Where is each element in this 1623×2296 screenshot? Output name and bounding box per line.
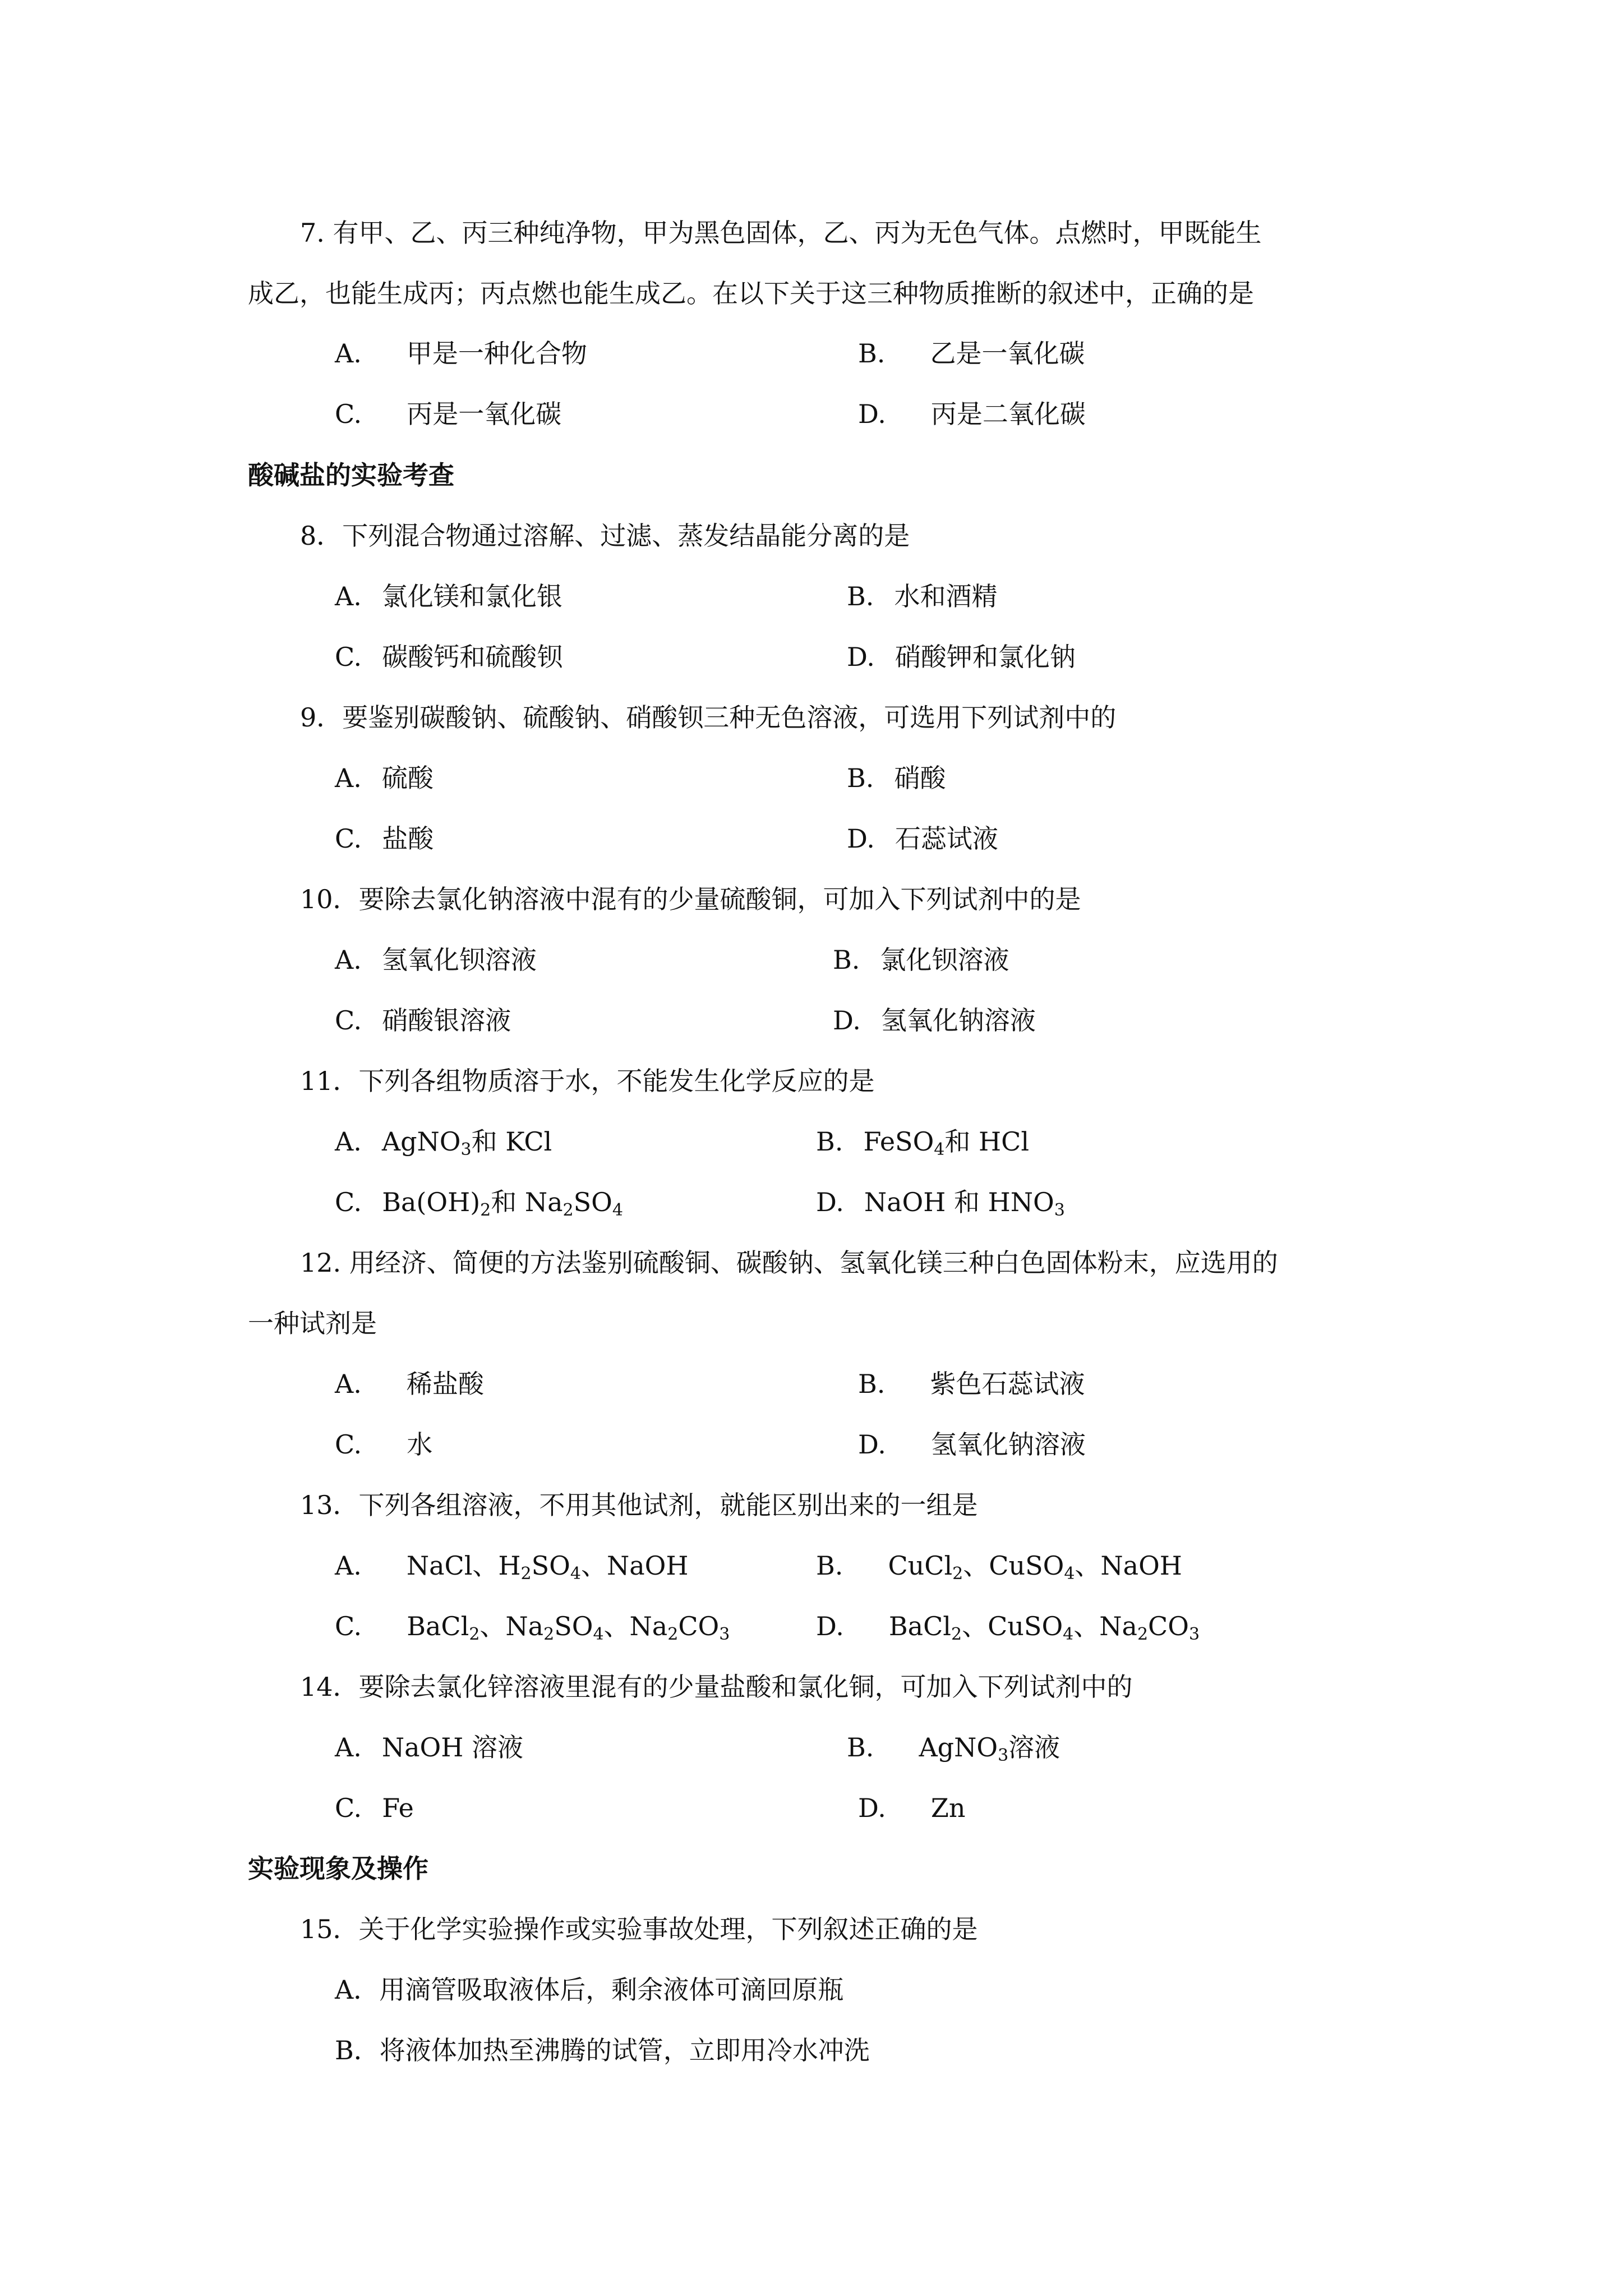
option-text: 甲是一种化合物 — [406, 338, 587, 369]
option-label: D. — [858, 1429, 886, 1460]
question-9-option-c — [335, 822, 434, 855]
option-text: 氯化钡溶液 — [880, 945, 1009, 975]
option-label: A. — [335, 1369, 362, 1399]
question-7-option-b — [858, 337, 1085, 370]
option-text: CuCl$_2$、CuSO$_4$、NaOH — [888, 1550, 1182, 1584]
option-text: 紫色石蕊试液 — [930, 1369, 1085, 1399]
question-7-stem-line-1: 7. 有甲、乙、丙三种纯净物，甲为黑色固体，乙、丙为无色气体。点燃时，甲既能生 — [300, 218, 1262, 248]
option-label: C. — [335, 642, 362, 672]
question-10-stem: 10．要除去氯化钠溶液中混有的少量硫酸铜，可加入下列试剂中的是 — [300, 884, 1081, 914]
option-label: D. — [816, 1611, 844, 1641]
option-text: 丙是一氧化碳 — [407, 399, 562, 429]
question-8-option-c — [335, 640, 562, 674]
section-heading-experiment-phenomena: 实验现象及操作 — [248, 1853, 428, 1884]
question-12-option-b — [858, 1367, 1085, 1401]
question-14-option-d — [858, 1791, 965, 1825]
question-10-option-b — [833, 943, 1009, 977]
option-text: 硫酸 — [381, 763, 434, 793]
option-text: 稀盐酸 — [406, 1369, 484, 1399]
question-14-stem: 14．要除去氯化锌溶液里混有的少量盐酸和氯化铜，可加入下列试剂中的 — [300, 1672, 1133, 1702]
option-label: A. — [335, 1550, 362, 1581]
question-7-stem-line-2: 成乙，也能生成丙；丙点燃也能生成乙。在以下关于这三种物质推断的叙述中，正确的是 — [248, 278, 1254, 309]
option-label: A. — [335, 338, 362, 369]
option-label: D. — [847, 823, 875, 854]
question-12-stem-line-2: 一种试剂是 — [248, 1308, 377, 1338]
option-text: AgNO$_3$溶液 — [919, 1732, 1061, 1765]
question-11-option-d — [816, 1185, 1065, 1219]
option-text: Fe — [382, 1793, 414, 1823]
question-13-option-b — [816, 1549, 1182, 1582]
option-label: B. — [816, 1126, 843, 1157]
question-10-option-a — [335, 943, 537, 977]
question-9-option-d — [847, 822, 998, 855]
option-label: B. — [847, 581, 874, 611]
option-text: AgNO$_3$和 KCl — [381, 1126, 552, 1159]
option-text: 盐酸 — [382, 823, 434, 854]
option-text: 硝酸钾和氯化钠 — [895, 642, 1076, 672]
question-11-stem: 11．下列各组物质溶于水，不能发生化学反应的是 — [300, 1066, 875, 1096]
question-7-option-a — [335, 337, 587, 370]
question-12-option-c — [335, 1428, 432, 1461]
option-text: NaCl、$H_2SO_4$、NaOH — [406, 1550, 689, 1584]
option-label: D. — [847, 642, 875, 672]
question-15-option-a: A．用滴管吸取液体后，剩余液体可滴回原瓶 — [335, 1975, 844, 2005]
option-label: C. — [335, 1187, 362, 1217]
question-10-option-c — [335, 1004, 511, 1037]
question-8-option-a — [335, 579, 562, 613]
question-15-option-b: B．将液体加热至沸腾的试管，立即用冷水冲洗 — [335, 2035, 870, 2065]
option-label: A. — [335, 763, 362, 793]
option-label: B. — [858, 338, 886, 369]
question-9-stem: 9．要鉴别碳酸钠、硫酸钠、硝酸钡三种无色溶液，可选用下列试剂中的 — [300, 702, 1117, 733]
question-14-option-c — [335, 1791, 414, 1825]
question-12-option-a — [335, 1367, 484, 1401]
option-label: B. — [833, 945, 860, 975]
option-text: 氢氧化钡溶液 — [381, 945, 537, 975]
option-text: 丙是二氧化碳 — [930, 399, 1086, 429]
option-label: B. — [847, 763, 874, 793]
option-text: 硝酸银溶液 — [382, 1005, 511, 1036]
option-text: $Ba(OH)_2$和 $Na_2SO_4$ — [382, 1187, 623, 1220]
option-text: 水 — [407, 1429, 433, 1460]
question-13-stem: 13．下列各组溶液，不用其他试剂，就能区别出来的一组是 — [300, 1490, 978, 1520]
question-11-option-a — [335, 1125, 552, 1158]
option-label: A. — [335, 1732, 362, 1763]
question-14-option-b — [847, 1731, 1060, 1764]
question-15-stem: 15．关于化学实验操作或实验事故处理，下列叙述正确的是 — [300, 1914, 978, 1944]
question-13-option-d — [816, 1609, 1200, 1643]
option-text: 石蕊试液 — [895, 823, 998, 854]
option-text: 氯化镁和氯化银 — [381, 581, 562, 611]
option-label: A. — [335, 945, 362, 975]
option-label: C. — [335, 823, 362, 854]
option-text: 碳酸钙和硫酸钡 — [382, 642, 563, 672]
option-label: D. — [833, 1005, 861, 1036]
question-8-stem: 8．下列混合物通过溶解、过滤、蒸发结晶能分离的是 — [300, 521, 910, 551]
question-13-option-a — [335, 1549, 688, 1582]
option-label: C. — [335, 399, 362, 429]
option-label: C. — [335, 1429, 362, 1460]
option-text: 氢氧化钠溶液 — [880, 1005, 1036, 1036]
question-13-option-c — [335, 1609, 730, 1643]
option-text: 氢氧化钠溶液 — [930, 1429, 1086, 1460]
option-label: A. — [335, 581, 362, 611]
option-label: A. — [335, 1126, 362, 1157]
question-8-option-d — [847, 640, 1076, 674]
option-label: C. — [335, 1005, 362, 1036]
option-text: 水和酒精 — [894, 581, 998, 611]
option-label: D. — [858, 399, 886, 429]
option-label: B. — [858, 1369, 886, 1399]
question-7-option-d — [858, 397, 1086, 431]
option-text: NaOH 溶液 — [381, 1732, 523, 1763]
option-label: D. — [858, 1793, 886, 1823]
question-11-option-c — [335, 1185, 623, 1219]
question-8-option-b — [847, 579, 997, 613]
question-12-stem-line-1: 12. 用经济、简便的方法鉴别硫酸铜、碳酸钠、氢氧化镁三种白色固体粉末，应选用的 — [300, 1248, 1278, 1278]
question-12-option-d — [858, 1428, 1086, 1461]
option-text: 硝酸 — [894, 763, 946, 793]
option-label: B. — [816, 1550, 843, 1581]
option-text: BaCl$_2$、$Na_2SO_4$、$Na_2CO_3$ — [407, 1611, 730, 1644]
section-heading-acid-base-salt: 酸碱盐的实验考查 — [248, 460, 454, 490]
option-label: D. — [816, 1187, 844, 1217]
question-10-option-d — [833, 1004, 1036, 1037]
option-label: C. — [335, 1793, 362, 1823]
option-text: FeSO$_4$和 HCl — [863, 1126, 1030, 1159]
question-7-option-c — [335, 397, 561, 431]
question-9-option-a — [335, 761, 434, 795]
option-text: Zn — [930, 1793, 966, 1823]
option-label: B. — [847, 1732, 874, 1763]
option-text: NaOH 和 $HNO_3$ — [864, 1187, 1065, 1220]
option-label: C. — [335, 1611, 362, 1641]
option-text: 乙是一氧化碳 — [930, 338, 1085, 369]
option-text: BaCl$_2$、CuSO$_4$、$Na_2CO_3$ — [888, 1611, 1200, 1644]
question-14-option-a — [335, 1731, 523, 1764]
question-11-option-b — [816, 1125, 1029, 1158]
question-9-option-b — [847, 761, 946, 795]
